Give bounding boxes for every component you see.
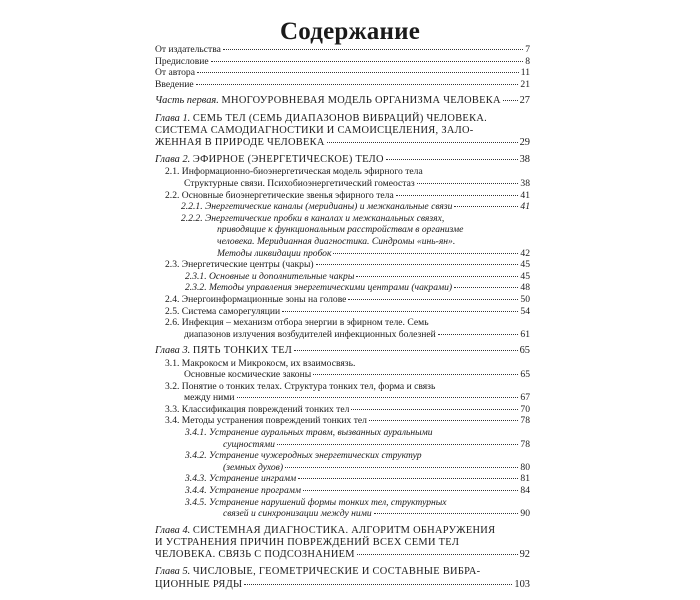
section-number: 3.3. <box>165 403 180 415</box>
dot-leader <box>223 49 523 50</box>
toc-entry-title: Энергетические центры (чакры) <box>181 259 314 271</box>
toc-section-entry <box>155 381 530 404</box>
dot-leader <box>333 253 518 254</box>
toc-entry-line: ЧЕЛОВЕКА. СВЯЗЬ С ПОДСОЗНАНИЕМ <box>155 549 355 561</box>
dot-leader <box>356 276 518 277</box>
dot-leader <box>211 61 524 62</box>
toc-entry-title: Устранение программ <box>209 485 301 497</box>
toc-entry-line: диапазонов излучения возбудителей инфекционных болезней <box>184 328 436 340</box>
toc-chapter-entry <box>155 154 530 166</box>
chapter-prefix: Глава 3. <box>155 345 191 357</box>
toc-entry-line: СИСТЕМНАЯ ДИАГНОСТИКА. АЛГОРИТМ ОБНАРУЖЕНИЯ <box>192 524 496 536</box>
toc-entry <box>155 56 530 68</box>
toc-entry-page: 67 <box>520 392 530 404</box>
toc-entry-title: Введение <box>155 78 194 90</box>
toc-entry <box>155 44 530 56</box>
section-number: 2.2. <box>165 189 180 201</box>
table-of-contents <box>155 44 530 591</box>
toc-entry-title: Классификация повреждений тонких тел <box>181 403 350 415</box>
chapter-prefix: Глава 4. <box>155 524 191 536</box>
toc-entry-title: Методы устранения повреждений тонких тел <box>181 415 367 427</box>
dot-leader <box>348 299 518 300</box>
section-number: 3.4.4. <box>185 485 207 497</box>
toc-entry-page: 92 <box>519 549 530 561</box>
toc-entry-line: сущностями <box>223 438 275 450</box>
toc-entry-line: СЕМЬ ТЕЛ (СЕМЬ ДИАПАЗОНОВ ВИБРАЦИЙ) ЧЕЛОВЕКА. <box>192 112 488 124</box>
dot-leader <box>285 467 518 468</box>
toc-entry-line: Структурные связи. Психобиоэнергетический гомеостаз <box>184 177 415 189</box>
dot-leader <box>454 287 518 288</box>
page-title: Содержание <box>279 18 420 45</box>
section-number: 2.4. <box>165 293 180 305</box>
toc-section-entry <box>155 306 530 318</box>
toc-entry-page: 50 <box>520 293 530 305</box>
dot-leader <box>298 478 518 479</box>
toc-entry-line: между ними <box>184 392 235 404</box>
toc-subsection-entry <box>155 427 530 450</box>
toc-subsection-entry <box>155 201 530 213</box>
toc-section-entry <box>155 190 530 202</box>
dot-leader <box>244 584 512 585</box>
toc-entry-page: 48 <box>520 282 530 294</box>
dot-leader <box>327 142 518 143</box>
section-number: 2.5. <box>165 305 180 317</box>
toc-entry-line: Устранение чужеродных энергетических структур <box>209 450 422 462</box>
toc-entry-page: 8 <box>525 55 530 67</box>
toc-subsection-entry <box>155 213 530 259</box>
toc-chapter-entry <box>155 566 530 590</box>
toc-entry-line: (земных духов) <box>223 461 284 473</box>
toc-entry-title: Предисловие <box>155 55 209 67</box>
toc-entry-title: Энергетические каналы (меридианы) и межканальные связи <box>205 201 453 213</box>
dot-leader <box>374 513 519 514</box>
toc-subsection-entry <box>155 450 530 473</box>
toc-entry-line: Понятие о тонких телах. Структура тонких тел, форма и связь <box>181 380 436 392</box>
toc-subsection-entry <box>155 485 530 497</box>
toc-entry-line: Методы ликвидации пробок <box>217 247 332 259</box>
dot-leader <box>197 72 519 73</box>
toc-entry-page: 65 <box>519 345 530 357</box>
toc-chapter-entry <box>155 525 530 562</box>
toc-entry-page: 81 <box>520 473 530 485</box>
toc-entry <box>155 79 530 91</box>
toc-part-entry <box>155 95 530 107</box>
section-number: 2.2.1. <box>181 201 203 213</box>
toc-entry-page: 11 <box>520 67 530 79</box>
toc-entry-line: ЖЕННАЯ В ПРИРОДЕ ЧЕЛОВЕКА <box>155 136 325 148</box>
toc-entry-line: человека. Меридианная диагностика. Синдромы «инь-ян». <box>217 235 456 247</box>
chapter-prefix: Глава 5. <box>155 566 191 578</box>
dot-leader <box>357 554 518 555</box>
toc-subsection-entry <box>155 271 530 283</box>
dot-leader <box>282 311 518 312</box>
toc-entry-page: 38 <box>519 154 530 166</box>
toc-entry-title: МНОГОУРОВНЕВАЯ МОДЕЛЬ ОРГАНИЗМА ЧЕЛОВЕКА <box>221 95 501 107</box>
dot-leader <box>503 100 518 101</box>
toc-subsection-entry <box>155 497 530 520</box>
chapter-prefix: Глава 2. <box>155 154 191 166</box>
toc-entry-page: 78 <box>520 415 530 427</box>
toc-entry-page: 45 <box>520 270 530 282</box>
toc-entry-page: 65 <box>520 369 530 381</box>
toc-entry-line: Устранение нарушений формы тонких тел, структурных <box>209 496 447 508</box>
section-number: 3.1. <box>165 357 180 369</box>
toc-subsection-entry <box>155 473 530 485</box>
toc-entry-page: 7 <box>525 44 530 55</box>
toc-section-entry <box>155 358 530 381</box>
toc-section-entry <box>155 294 530 306</box>
dot-leader <box>237 397 519 398</box>
dot-leader <box>351 409 518 410</box>
toc-entry-line: Макрокосм и Микрокосм, их взаимосвязь. <box>181 357 356 369</box>
dot-leader <box>386 159 518 160</box>
toc-entry-page: 103 <box>514 578 530 590</box>
toc-entry-line: СИСТЕМА САМОДИАГНОСТИКИ И САМОИСЦЕЛЕНИЯ, ЗАЛО- <box>155 124 474 136</box>
section-number: 3.4.1. <box>185 427 207 439</box>
toc-entry-line: Информационно-биоэнергетическая модель эфирного тела <box>181 166 423 178</box>
dot-leader <box>417 183 519 184</box>
toc-entry-title: Система саморегуляции <box>181 305 281 317</box>
dot-leader <box>438 334 519 335</box>
dot-leader <box>196 84 519 85</box>
toc-entry-line: Устранение ауральных травм, вызванных ауральными <box>209 427 433 439</box>
dot-leader <box>396 195 519 196</box>
toc-entry-line: Основные космические законы <box>184 369 312 381</box>
toc-entry-title: Методы управления энергетическими центрами (чакрами) <box>209 282 453 294</box>
part-prefix: Часть первая. <box>155 95 219 107</box>
section-number: 2.6. <box>165 317 180 329</box>
toc-section-entry <box>155 415 530 427</box>
section-number: 2.3. <box>165 259 180 271</box>
toc-entry-page: 41 <box>520 189 530 201</box>
dot-leader <box>369 420 518 421</box>
section-number: 3.4.2. <box>185 450 207 462</box>
toc-entry-page: 78 <box>520 438 530 450</box>
toc-chapter-entry <box>155 113 530 150</box>
toc-entry-title: ЭФИРНОЕ (ЭНЕРГЕТИЧЕСКОЕ) ТЕЛО <box>192 154 384 166</box>
toc-subsection-entry <box>155 282 530 294</box>
toc-entry-page: 90 <box>520 508 530 520</box>
toc-entry-title: Основные и дополнительные чакры <box>209 270 355 282</box>
toc-entry-line: И УСТРАНЕНИЯ ПРИЧИН ПОВРЕЖДЕНИЙ ВСЕХ СЕМИ ТЕЛ <box>155 537 460 549</box>
toc-entry-page: 61 <box>520 328 530 340</box>
toc-entry-title: ПЯТЬ ТОНКИХ ТЕЛ <box>192 345 293 357</box>
toc-entry-page: 84 <box>520 485 530 497</box>
toc-entry-page: 41 <box>520 201 530 213</box>
toc-entry-title: Энергоинформационные зоны на голове <box>181 293 347 305</box>
dot-leader <box>277 444 518 445</box>
toc-section-entry <box>155 317 530 340</box>
toc-entry-page: 45 <box>520 259 530 271</box>
dot-leader <box>316 264 519 265</box>
toc-entry-title: От автора <box>155 67 195 79</box>
section-number: 3.2. <box>165 380 180 392</box>
toc-entry-page: 70 <box>520 403 530 415</box>
toc-entry-page: 38 <box>520 177 530 189</box>
toc-section-entry <box>155 259 530 271</box>
dot-leader <box>313 374 518 375</box>
toc-entry-line: связей и синхронизации между ними <box>223 508 372 520</box>
section-number: 2.1. <box>165 166 180 178</box>
toc-section-entry <box>155 404 530 416</box>
toc-entry-page: 54 <box>520 305 530 317</box>
toc-entry-title: От издательства <box>155 44 221 55</box>
toc-entry-line: ЦИОННЫЕ РЯДЫ <box>155 578 243 590</box>
toc-entry-page: 29 <box>519 136 530 148</box>
chapter-prefix: Глава 1. <box>155 112 191 124</box>
dot-leader <box>303 490 518 491</box>
toc-entry-line: приводящие к функциональным расстройствам в организме <box>217 224 464 236</box>
toc-chapter-entry <box>155 345 530 357</box>
dot-leader <box>294 350 518 351</box>
toc-entry-line: ЧИСЛОВЫЕ, ГЕОМЕТРИЧЕСКИЕ И СОСТАВНЫЕ ВИБРА- <box>192 566 481 578</box>
section-number: 2.3.2. <box>185 282 207 294</box>
toc-entry-line: Инфекция – механизм отбора энергии в эфирном теле. Семь <box>181 317 429 329</box>
toc-entry-page: 27 <box>519 95 530 107</box>
toc-entry-page: 21 <box>520 78 530 90</box>
section-number: 3.4. <box>165 415 180 427</box>
section-number: 2.3.1. <box>185 270 207 282</box>
section-number: 2.2.2. <box>181 212 203 224</box>
toc-entry-page: 42 <box>520 247 530 259</box>
toc-entry-line: Энергетические пробки в каналах и межканальных связях, <box>205 212 445 224</box>
section-number: 3.4.5. <box>185 496 207 508</box>
toc-entry-title: Основные биоэнергетические звенья эфирного тела <box>181 189 394 201</box>
section-number: 3.4.3. <box>185 473 207 485</box>
toc-entry-page: 80 <box>520 461 530 473</box>
toc-entry <box>155 67 530 79</box>
dot-leader <box>454 206 518 207</box>
toc-entry-title: Устранение инграмм <box>209 473 297 485</box>
toc-section-entry <box>155 166 530 189</box>
